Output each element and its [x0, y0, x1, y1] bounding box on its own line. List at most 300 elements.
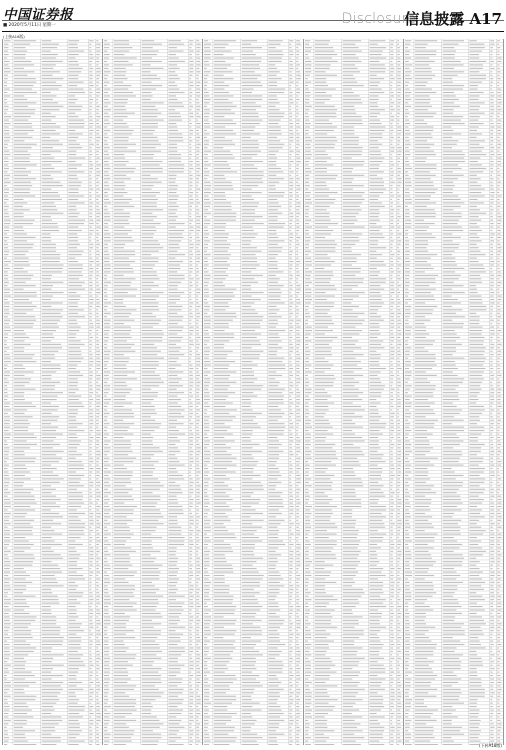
cell-text-placeholder [269, 413, 285, 414]
cell-text-placeholder [305, 227, 312, 228]
cell-text-placeholder [142, 78, 161, 79]
cell-text-placeholder [204, 337, 210, 338]
cell-text-placeholder [142, 199, 158, 200]
cell-text-placeholder [269, 613, 277, 614]
cell-text-placeholder [169, 168, 185, 169]
cell-text-placeholder [297, 682, 299, 683]
cell-text-placeholder [204, 623, 210, 624]
cell-text-placeholder [114, 151, 136, 152]
cell-text-placeholder [68, 95, 75, 96]
cell-text-placeholder [142, 565, 163, 566]
cell-text-placeholder [204, 506, 208, 507]
cell-text-placeholder [242, 682, 260, 683]
cell-text-placeholder [104, 402, 109, 403]
cell-text-placeholder [96, 320, 100, 321]
cell-text-placeholder [142, 582, 152, 583]
cell-text-placeholder [14, 692, 25, 693]
cell-text-placeholder [214, 641, 235, 642]
cell-text-placeholder [242, 520, 264, 521]
cell-text-placeholder [242, 175, 264, 176]
cell-text-placeholder [190, 161, 194, 162]
cell-text-placeholder [96, 475, 99, 476]
cell-text-placeholder [42, 282, 64, 283]
cell-text-placeholder [68, 647, 81, 648]
cell-text-placeholder [196, 347, 199, 348]
cell-text-placeholder [114, 337, 132, 338]
cell-text-placeholder [290, 420, 292, 421]
cell-text-placeholder [96, 620, 100, 621]
cell-text-placeholder [269, 344, 279, 345]
cell-text-placeholder [42, 444, 60, 445]
cell-text-placeholder [68, 727, 79, 728]
cell-text-placeholder [390, 47, 392, 48]
cell-text-placeholder [297, 630, 299, 631]
cell-text-placeholder [104, 130, 110, 131]
cell-text-placeholder [315, 151, 326, 152]
cell-text-placeholder [242, 637, 251, 638]
cell-text-placeholder [42, 716, 62, 717]
cell-text-placeholder [269, 268, 279, 269]
cell-text-placeholder [397, 195, 400, 196]
cell-text-placeholder [242, 713, 251, 714]
cell-text-placeholder [190, 302, 194, 303]
cell-text-placeholder [390, 106, 393, 107]
cell-text-placeholder [14, 271, 28, 272]
cell-text-placeholder [4, 461, 7, 462]
cell-text-placeholder [290, 137, 294, 138]
cell-text-placeholder [104, 189, 110, 190]
cell-text-placeholder [142, 554, 151, 555]
cell-text-placeholder [342, 120, 361, 121]
cell-text-placeholder [68, 230, 81, 231]
cell-text-placeholder [290, 44, 292, 45]
cell-text-placeholder [142, 741, 159, 742]
cell-text-placeholder [297, 520, 299, 521]
cell-text-placeholder [42, 620, 57, 621]
cell-text-placeholder [196, 699, 200, 700]
cell-text-placeholder [190, 89, 192, 90]
cell-text-placeholder [190, 558, 193, 559]
cell-text-placeholder [269, 258, 276, 259]
cell-text-placeholder [196, 57, 200, 58]
cell-text-placeholder [369, 347, 384, 348]
cell-text-placeholder [89, 237, 91, 238]
cell-text-placeholder [68, 685, 76, 686]
cell-text-placeholder [204, 675, 207, 676]
cell-text-placeholder [269, 223, 286, 224]
cell-text-placeholder [42, 368, 61, 369]
cell-text-placeholder [68, 113, 75, 114]
cell-text-placeholder [42, 641, 63, 642]
cell-text-placeholder [42, 451, 64, 452]
cell-text-placeholder [315, 61, 338, 62]
cell-text-placeholder [196, 627, 199, 628]
cell-text-placeholder [397, 340, 400, 341]
cell-text-placeholder [114, 327, 131, 328]
cell-text-placeholder [68, 268, 82, 269]
cell-text-placeholder [397, 154, 400, 155]
cell-text-placeholder [190, 85, 194, 86]
cell-text-placeholder [297, 368, 300, 369]
cell-text-placeholder [315, 185, 327, 186]
cell-text-placeholder [96, 113, 98, 114]
cell-text-placeholder [297, 233, 299, 234]
cell-text-placeholder [290, 499, 294, 500]
cell-text-placeholder [369, 209, 379, 210]
cell-text-placeholder [4, 213, 9, 214]
cell-text-placeholder [68, 654, 83, 655]
cell-text-placeholder [96, 734, 99, 735]
cell-text-placeholder [269, 57, 283, 58]
cell-text-placeholder [89, 309, 91, 310]
cell-text-placeholder [305, 347, 309, 348]
cell-text-placeholder [89, 358, 93, 359]
cell-text-placeholder [89, 261, 93, 262]
cell-text-placeholder [104, 306, 108, 307]
cell-text-placeholder [96, 57, 99, 58]
cell-text-placeholder [242, 744, 259, 745]
cell-text-placeholder [204, 703, 211, 704]
cell-text-placeholder [96, 368, 100, 369]
cell-text-placeholder [342, 306, 358, 307]
cell-text-placeholder [290, 710, 293, 711]
cell-text-placeholder [114, 647, 129, 648]
cell-text-placeholder [204, 154, 208, 155]
cell-text-placeholder [269, 606, 279, 607]
cell-text-placeholder [297, 323, 300, 324]
cell-text-placeholder [169, 665, 185, 666]
cell-text-placeholder [342, 289, 351, 290]
cell-text-placeholder [196, 206, 198, 207]
cell-text-placeholder [269, 292, 282, 293]
cell-text-placeholder [397, 358, 399, 359]
cell-text-placeholder [204, 40, 208, 41]
cell-text-placeholder [204, 126, 210, 127]
cell-text-placeholder [89, 54, 93, 55]
cell-text-placeholder [214, 365, 229, 366]
cell-text-placeholder [96, 120, 99, 121]
cell-text-placeholder [269, 240, 285, 241]
cell-text-placeholder [169, 365, 182, 366]
cell-text-placeholder [96, 434, 100, 435]
cell-text-placeholder [269, 44, 281, 45]
cell-text-placeholder [305, 206, 309, 207]
dateline: ■ 2020年5月11日 星期一 [3, 23, 56, 28]
cell-text-placeholder [269, 427, 286, 428]
cell-text-placeholder [14, 306, 37, 307]
cell-text-placeholder [214, 699, 236, 700]
cell-text-placeholder [204, 240, 210, 241]
cell-text-placeholder [369, 333, 380, 334]
cell-text-placeholder [42, 278, 51, 279]
cell-text-placeholder [68, 741, 84, 742]
cell-text-placeholder [104, 347, 107, 348]
cell-text-placeholder [297, 703, 300, 704]
cell-text-placeholder [196, 268, 198, 269]
cell-text-placeholder [242, 706, 253, 707]
cell-text-placeholder [290, 444, 293, 445]
cell-text-placeholder [89, 227, 91, 228]
cell-text-placeholder [68, 551, 76, 552]
cell-text-placeholder [142, 654, 157, 655]
cell-text-placeholder [68, 489, 76, 490]
cell-text-placeholder [114, 182, 124, 183]
cell-text-placeholder [142, 68, 164, 69]
cell-text-placeholder [14, 661, 26, 662]
cell-text-placeholder [96, 244, 99, 245]
cell-text-placeholder [68, 54, 78, 55]
cell-text-placeholder [169, 244, 179, 245]
cell-text-placeholder [397, 296, 399, 297]
cell-text-placeholder [104, 561, 108, 562]
cell-text-placeholder [169, 199, 178, 200]
cell-text-placeholder [269, 264, 278, 265]
cell-text-placeholder [190, 240, 192, 241]
cell-text-placeholder [4, 482, 10, 483]
cell-text-placeholder [196, 154, 199, 155]
cell-text-placeholder [305, 102, 309, 103]
cell-text-placeholder [290, 323, 293, 324]
cell-text-placeholder [96, 233, 99, 234]
cell-text-placeholder [68, 434, 76, 435]
cell-text-placeholder [297, 568, 299, 569]
cell-text-placeholder [14, 202, 27, 203]
cell-text-placeholder [114, 689, 134, 690]
cell-text-placeholder [89, 440, 92, 441]
cell-text-placeholder [96, 447, 98, 448]
cell-text-placeholder [242, 320, 263, 321]
cell-text-placeholder [196, 654, 200, 655]
cell-text-placeholder [104, 137, 109, 138]
cell-text-placeholder [14, 713, 27, 714]
cell-text-placeholder [204, 730, 207, 731]
cell-text-placeholder [242, 113, 259, 114]
cell-text-placeholder [397, 95, 400, 96]
cell-text-placeholder [305, 106, 312, 107]
cell-text-placeholder [190, 637, 193, 638]
cell-text-placeholder [297, 482, 301, 483]
cell-text-placeholder [89, 199, 91, 200]
cell-text-placeholder [96, 230, 98, 231]
cell-text-placeholder [89, 323, 93, 324]
cell-text-placeholder [89, 95, 91, 96]
cell-text-placeholder [142, 261, 159, 262]
cell-text-placeholder [114, 147, 128, 148]
cell-text-placeholder [342, 227, 364, 228]
cell-text-placeholder [89, 247, 93, 248]
cell-text-placeholder [305, 64, 311, 65]
cell-text-placeholder [4, 199, 8, 200]
cell-text-placeholder [269, 171, 284, 172]
cell-text-placeholder [4, 264, 8, 265]
cell-text-placeholder [96, 175, 100, 176]
cell-text-placeholder [297, 699, 301, 700]
cell-text-placeholder [104, 699, 108, 700]
cell-text-placeholder [269, 309, 280, 310]
cell-text-placeholder [190, 603, 194, 604]
cell-text-placeholder [297, 175, 299, 176]
cell-text-placeholder [196, 723, 200, 724]
cell-text-placeholder [14, 375, 25, 376]
cell-text-placeholder [4, 440, 7, 441]
cell-text-placeholder [14, 416, 33, 417]
cell-text-placeholder [14, 244, 34, 245]
cell-text-placeholder [305, 144, 310, 145]
cell-text-placeholder [42, 437, 56, 438]
cell-text-placeholder [42, 392, 63, 393]
cell-text-placeholder [196, 209, 199, 210]
cell-text-placeholder [104, 489, 108, 490]
cell-text-placeholder [204, 113, 210, 114]
cell-text-placeholder [96, 258, 98, 259]
cell-text-placeholder [114, 64, 133, 65]
cell-text-placeholder [4, 354, 10, 355]
cell-text-placeholder [142, 475, 153, 476]
cell-text-placeholder [204, 468, 208, 469]
cell-text-placeholder [290, 696, 293, 697]
cell-text-placeholder [390, 327, 394, 328]
cell-text-placeholder [142, 392, 158, 393]
cell-text-placeholder [89, 113, 91, 114]
cell-text-placeholder [68, 471, 76, 472]
cell-text-placeholder [190, 344, 194, 345]
cell-text-placeholder [68, 485, 84, 486]
cell-text-placeholder [14, 254, 25, 255]
cell-text-placeholder [397, 51, 400, 52]
cell-text-placeholder [204, 340, 209, 341]
cell-text-placeholder [42, 161, 62, 162]
cell-text-placeholder [14, 178, 36, 179]
cell-text-placeholder [68, 102, 75, 103]
cell-text-placeholder [196, 616, 199, 617]
cell-text-placeholder [196, 237, 199, 238]
cell-text-placeholder [104, 116, 110, 117]
cell-text-placeholder [290, 302, 294, 303]
cell-text-placeholder [196, 89, 200, 90]
cell-text-placeholder [196, 634, 199, 635]
cell-text-placeholder [342, 292, 364, 293]
cell-text-placeholder [104, 382, 107, 383]
cell-text-placeholder [42, 233, 51, 234]
cell-text-placeholder [369, 313, 376, 314]
cell-text-placeholder [204, 192, 211, 193]
cell-text-placeholder [369, 233, 382, 234]
cell-text-placeholder [68, 178, 78, 179]
cell-text-placeholder [196, 292, 200, 293]
cell-text-placeholder [305, 78, 308, 79]
cell-text-placeholder [42, 323, 58, 324]
cell-text-placeholder [169, 537, 185, 538]
cell-text-placeholder [290, 282, 292, 283]
cell-text-placeholder [4, 478, 10, 479]
cell-text-placeholder [104, 630, 107, 631]
cell-text-placeholder [4, 644, 9, 645]
cell-text-placeholder [190, 285, 193, 286]
cell-text-placeholder [242, 375, 254, 376]
cell-text-placeholder [290, 278, 293, 279]
cell-text-placeholder [204, 361, 210, 362]
cell-text-placeholder [242, 40, 257, 41]
cell-text-placeholder [290, 672, 293, 673]
cell-text-placeholder [96, 496, 100, 497]
cell-text-placeholder [114, 692, 125, 693]
cell-text-placeholder [242, 92, 252, 93]
cell-text-placeholder [68, 154, 76, 155]
cell-text-placeholder [89, 675, 92, 676]
cell-text-placeholder [104, 354, 109, 355]
cell-text-placeholder [68, 447, 77, 448]
cell-text-placeholder [89, 147, 91, 148]
cell-text-placeholder [305, 40, 310, 41]
cell-text-placeholder [104, 482, 109, 483]
cell-text-placeholder [290, 51, 294, 52]
cell-text-placeholder [142, 340, 162, 341]
cell-text-placeholder [196, 544, 198, 545]
cell-text-placeholder [4, 185, 7, 186]
cell-text-placeholder [242, 437, 251, 438]
cell-text-placeholder [214, 534, 235, 535]
cell-text-placeholder [169, 330, 183, 331]
cell-text-placeholder [242, 578, 263, 579]
cell-text-placeholder [42, 492, 52, 493]
cell-text-placeholder [42, 616, 57, 617]
cell-text-placeholder [242, 358, 260, 359]
cell-text-placeholder [4, 527, 8, 528]
cell-text-placeholder [290, 313, 294, 314]
cell-text-placeholder [96, 365, 100, 366]
cell-text-placeholder [169, 64, 178, 65]
cell-text-placeholder [190, 365, 193, 366]
cell-text-placeholder [104, 665, 109, 666]
cell-text-placeholder [204, 603, 207, 604]
cell-text-placeholder [104, 313, 111, 314]
cell-text-placeholder [14, 585, 26, 586]
cell-text-placeholder [204, 89, 207, 90]
cell-text-placeholder [204, 406, 210, 407]
cell-text-placeholder [190, 171, 192, 172]
cell-text-placeholder [89, 447, 92, 448]
cell-text-placeholder [169, 358, 179, 359]
cell-text-placeholder [68, 710, 84, 711]
cell-text-placeholder [169, 468, 177, 469]
cell-text-placeholder [104, 409, 107, 410]
cell-text-placeholder [14, 347, 24, 348]
cell-text-placeholder [290, 637, 293, 638]
cell-text-placeholder [68, 337, 75, 338]
cell-text-placeholder [269, 416, 283, 417]
cell-text-placeholder [196, 61, 200, 62]
cell-text-placeholder [290, 351, 294, 352]
cell-text-placeholder [390, 258, 392, 259]
cell-text-placeholder [68, 561, 77, 562]
cell-text-placeholder [114, 744, 126, 745]
cell-text-placeholder [96, 520, 99, 521]
cell-text-placeholder [42, 158, 54, 159]
cell-text-placeholder [204, 227, 208, 228]
cell-text-placeholder [114, 82, 123, 83]
cell-text-placeholder [315, 358, 325, 359]
cell-text-placeholder [196, 85, 199, 86]
cell-text-placeholder [290, 382, 293, 383]
cell-text-placeholder [114, 371, 135, 372]
cell-text-placeholder [204, 540, 211, 541]
cell-text-placeholder [89, 744, 92, 745]
cell-text-placeholder [269, 547, 279, 548]
cell-text-placeholder [42, 551, 54, 552]
cell-text-placeholder [96, 454, 100, 455]
cell-text-placeholder [190, 247, 194, 248]
cell-text-placeholder [290, 168, 292, 169]
